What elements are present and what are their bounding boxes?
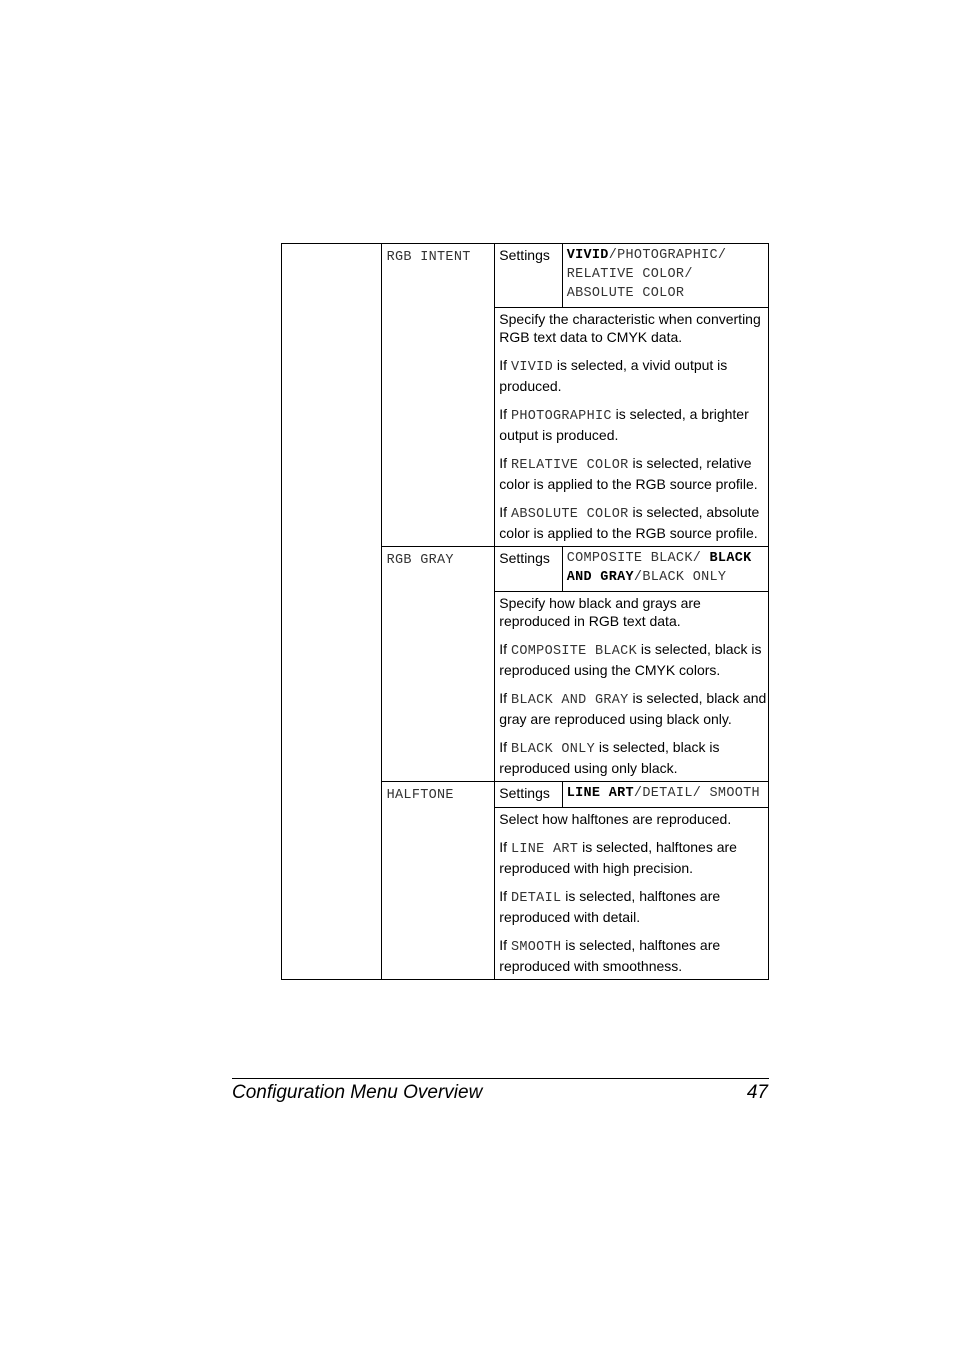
description-detail: If LINE ART is selected, halftones are reproduced with high precision. — [499, 839, 737, 876]
page-number: 47 — [746, 1082, 768, 1103]
description-intro: Specify how black and grays are reproduced in RGB text data. — [499, 595, 701, 629]
rgb-intent-settings-row — [282, 244, 769, 308]
description-detail: If BLACK AND GRAY is selected, black and gray are reproduced using black only. — [499, 690, 767, 727]
rgb-intent-description — [495, 308, 769, 547]
item-name: RGB GRAY — [386, 553, 454, 568]
rgb-gray-description — [495, 592, 769, 782]
description-detail: If COMPOSITE BLACK is selected, black is reproduced using the CMYK colors. — [499, 641, 762, 678]
value-options: /PHOTOGRAPHIC/ RELATIVE COLOR/ ABSOLUTE COLOR — [566, 248, 727, 301]
item-name: HALFTONE — [386, 788, 454, 803]
description-detail: If ABSOLUTE COLOR is selected, absolute color is applied to the RGB source profile. — [499, 504, 760, 541]
settings-label-text: Settings — [499, 550, 550, 566]
rgb-gray-values — [562, 547, 768, 592]
value-default: BLACK AND GRAY — [566, 551, 752, 585]
description-detail: If RELATIVE COLOR is selected, relative color is applied to the RGB source profile. — [499, 455, 758, 492]
settings-label-text: Settings — [499, 247, 550, 263]
halftone-description — [495, 808, 769, 980]
description-detail: If BLACK ONLY is selected, black is reproduced using only black. — [499, 739, 720, 776]
settings-label — [495, 782, 562, 808]
description-detail: If SMOOTH is selected, halftones are reproduced with smoothness. — [499, 937, 721, 974]
value-default: LINE ART — [566, 786, 634, 801]
description-detail: If PHOTOGRAPHIC is selected, a brighter output is produced. — [499, 406, 749, 443]
menu-group-cell — [282, 244, 382, 980]
item-halftone — [381, 782, 495, 980]
description-detail: If DETAIL is selected, halftones are reproduced with detail. — [499, 888, 721, 925]
value-default: VIVID — [566, 248, 609, 263]
value-options: /BLACK ONLY — [633, 570, 727, 585]
item-rgb-intent — [381, 244, 495, 547]
description-detail: If VIVID is selected, a vivid output is produced. — [499, 357, 728, 394]
halftone-values — [562, 782, 768, 808]
footer-title: Configuration Menu Overview — [232, 1082, 483, 1103]
footer-divider — [232, 1078, 769, 1079]
settings-label — [495, 244, 562, 308]
settings-label-text: Settings — [499, 785, 550, 801]
description-intro: Specify the characteristic when converting RGB text data to CMYK data. — [499, 311, 761, 345]
rgb-intent-values — [562, 244, 768, 308]
description-intro: Select how halftones are reproduced. — [499, 811, 732, 827]
item-name: RGB INTENT — [386, 250, 471, 265]
config-menu-table — [281, 243, 769, 980]
value-options: /DETAIL/ SMOOTH — [633, 786, 760, 801]
value-options: COMPOSITE BLACK/ — [566, 551, 710, 566]
settings-label — [495, 547, 562, 592]
item-rgb-gray — [381, 547, 495, 782]
